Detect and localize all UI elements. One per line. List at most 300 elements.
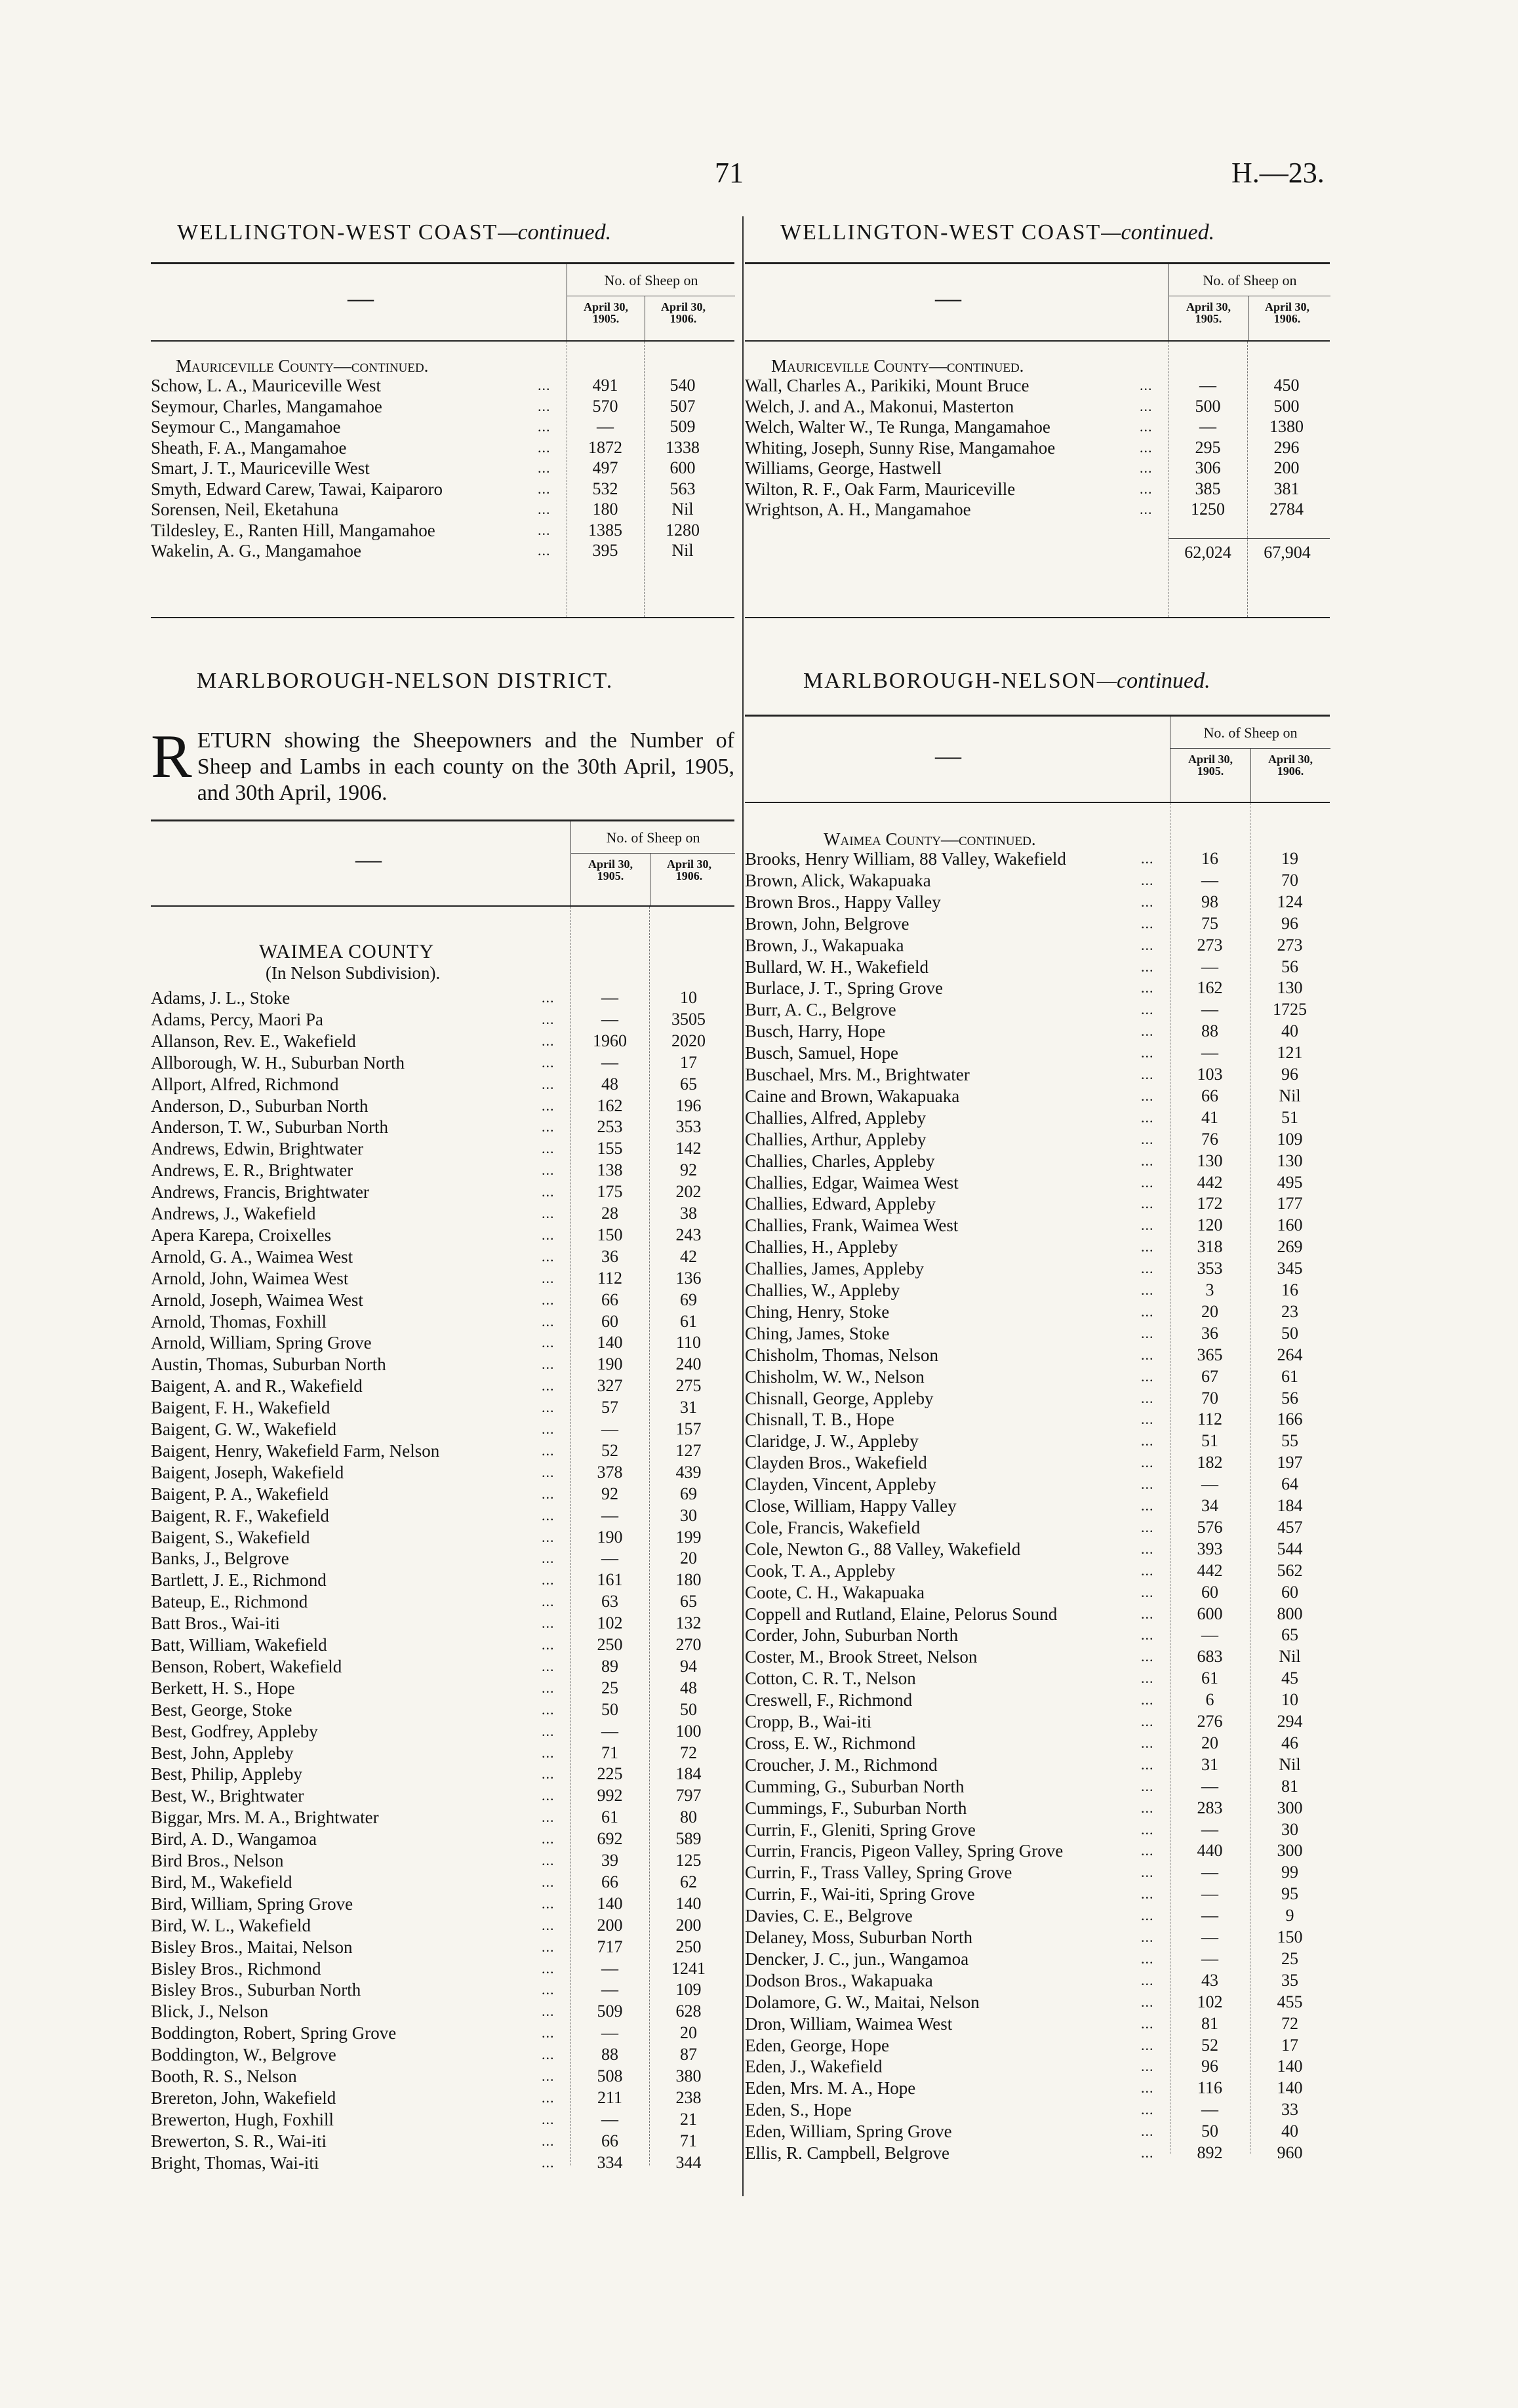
- sheep-1905: 200: [597, 1915, 623, 1935]
- leader-dots: ...: [1141, 1389, 1154, 1406]
- table-row: [745, 1777, 1330, 1796]
- header-group: [1168, 264, 1330, 340]
- leader-dots: ...: [542, 1722, 555, 1739]
- leader-dots: ...: [1141, 2036, 1154, 2053]
- sheep-1905: 89: [601, 1656, 618, 1676]
- sheep-1906: 136: [675, 1268, 702, 1288]
- table-row: [151, 417, 734, 437]
- table-row: [745, 1668, 1330, 1688]
- sheep-1905: 52: [601, 1440, 618, 1460]
- sheep-1906: 600: [669, 458, 696, 477]
- sheep-1905: 276: [1197, 1712, 1223, 1731]
- owner-name: Cole, Francis, Wakefield: [745, 1517, 921, 1537]
- table-row: [151, 376, 734, 395]
- sheep-1906: 160: [1277, 1215, 1303, 1235]
- table-header: [151, 819, 734, 907]
- owner-name: Cotton, C. R. T., Nelson: [745, 1668, 916, 1689]
- table-row: [151, 2088, 734, 2108]
- leader-dots: ...: [542, 1377, 555, 1394]
- leader-dots: ...: [1141, 1670, 1154, 1687]
- owner-name: Creswell, F., Richmond: [745, 1690, 913, 1710]
- sheep-1905: 50: [601, 1699, 618, 1719]
- table-row: [151, 1441, 734, 1461]
- sheep-1905: 440: [1197, 1841, 1223, 1861]
- header-dash: —: [935, 741, 961, 770]
- leader-dots: ...: [538, 377, 551, 393]
- sheep-1905: —: [601, 1958, 618, 1978]
- table-row: [151, 1764, 734, 1784]
- leader-dots: ...: [1141, 893, 1154, 910]
- sheep-1906: 94: [680, 1656, 697, 1676]
- table-row: [745, 1841, 1330, 1861]
- owner-name: Austin, Thomas, Suburban North: [151, 1354, 386, 1375]
- sheep-1906: 69: [680, 1484, 697, 1503]
- owner-name: Allanson, Rev. E., Wakefield: [151, 1031, 356, 1051]
- sheep-1905: 39: [601, 1851, 618, 1870]
- bottom-right-table: [745, 715, 1330, 2163]
- sheep-1906: 353: [675, 1117, 702, 1137]
- table-row: [745, 2057, 1330, 2076]
- sheep-1906: 1725: [1273, 1000, 1307, 1019]
- bottom-left-title: MARLBOROUGH-NELSON DISTRICT.: [197, 669, 614, 693]
- table-row: [151, 1937, 734, 1957]
- sheep-1906: 562: [1277, 1560, 1303, 1580]
- table-row: [745, 1474, 1330, 1494]
- sheep-1905: 509: [597, 2002, 623, 2021]
- leader-dots: ...: [542, 1744, 555, 1761]
- owner-name: Apera Karepa, Croixelles: [151, 1225, 332, 1245]
- sheep-1905: 92: [601, 1484, 618, 1503]
- sheep-1905: 70: [1201, 1388, 1218, 1408]
- leader-dots: ...: [542, 1593, 555, 1610]
- sheep-1905: —: [601, 1052, 618, 1072]
- owner-name: Delaney, Moss, Suburban North: [745, 1927, 972, 1947]
- owner-name: Blick, J., Nelson: [151, 2002, 269, 2022]
- leader-dots: ...: [1141, 1518, 1154, 1535]
- sheep-1905: 52: [1201, 2035, 1218, 2055]
- sheep-1905: 51: [1201, 1431, 1218, 1451]
- sheep-1906: 273: [1277, 935, 1303, 955]
- owner-name: Chisholm, Thomas, Nelson: [745, 1345, 939, 1365]
- sheep-1905: 81: [1201, 2013, 1218, 2033]
- leader-dots: ...: [1141, 1217, 1154, 1234]
- sheep-1905: 1960: [593, 1031, 627, 1050]
- leader-dots: ...: [538, 397, 551, 414]
- leader-dots: ...: [542, 1852, 555, 1868]
- sheep-1905: —: [1201, 1000, 1218, 1019]
- owner-name: Bird, M., Wakefield: [151, 1872, 292, 1892]
- table-row: [745, 892, 1330, 912]
- sheep-1905: 63: [601, 1592, 618, 1611]
- owner-name: Anderson, D., Suburban North: [151, 1095, 369, 1116]
- sheep-1905: 250: [597, 1635, 623, 1654]
- leader-dots: ...: [1141, 1842, 1154, 1859]
- owner-name: Caine and Brown, Wakapuaka: [745, 1086, 960, 1106]
- leader-dots: ...: [1141, 1627, 1154, 1644]
- owner-name: Baigent, Joseph, Wakefield: [151, 1462, 344, 1482]
- leader-dots: ...: [1140, 377, 1153, 393]
- sheep-1905: 1250: [1191, 500, 1225, 519]
- leader-dots: ...: [1141, 1152, 1154, 1169]
- sheep-1905: 60: [601, 1311, 618, 1331]
- leader-dots: ...: [542, 1960, 555, 1977]
- owner-name: Brewerton, Hugh, Foxhill: [151, 2109, 334, 2129]
- table-row: [745, 1043, 1330, 1063]
- table-row: [745, 1086, 1330, 1106]
- sheep-1906: 1280: [666, 520, 700, 540]
- sheep-1905: 162: [597, 1095, 623, 1115]
- owner-name: Best, Godfrey, Appleby: [151, 1721, 318, 1741]
- sheep-1906: 439: [675, 1462, 702, 1482]
- leader-dots: ...: [542, 1140, 555, 1157]
- owner-name: Chisholm, W. W., Nelson: [745, 1366, 925, 1387]
- owner-name: Biggar, Mrs. M. A., Brightwater: [151, 1807, 379, 1828]
- table-row: [745, 1431, 1330, 1451]
- table-row: [151, 541, 734, 561]
- sheep-1906: 61: [680, 1311, 697, 1331]
- sheep-1906: 33: [1281, 2100, 1298, 2120]
- sheep-1905: —: [1201, 1906, 1218, 1925]
- group-label: No. of Sheep on: [1203, 272, 1297, 288]
- leader-dots: ...: [542, 1421, 555, 1437]
- leader-dots: ...: [542, 2154, 555, 2171]
- owner-name: Wakelin, A. G., Mangamahoe: [151, 541, 361, 561]
- owner-name: Baigent, A. and R., Wakefield: [151, 1376, 363, 1396]
- leader-dots: ...: [542, 1291, 555, 1308]
- sheep-1906: 81: [1281, 1776, 1298, 1796]
- leader-dots: ...: [1141, 2015, 1154, 2032]
- table-row: [745, 1733, 1330, 1753]
- sheep-1906: 109: [1277, 1129, 1303, 1149]
- owner-name: Bird, William, Spring Grove: [151, 1893, 353, 1914]
- sheep-1905: —: [597, 417, 614, 436]
- sheep-1905: 1872: [588, 437, 622, 457]
- owner-name: Brown, John, Belgrove: [745, 913, 909, 934]
- leader-dots: ...: [542, 2003, 555, 2020]
- table-row: [745, 2014, 1330, 2034]
- sheep-1906: 30: [680, 1505, 697, 1525]
- leader-dots: ...: [542, 1916, 555, 1933]
- owner-name: Challies, Edgar, Waimea West: [745, 1172, 959, 1193]
- sheep-1906: 99: [1281, 1863, 1298, 1882]
- sheep-1906: Nil: [1279, 1086, 1301, 1105]
- leader-dots: ...: [1141, 1993, 1154, 2010]
- table-row: [151, 521, 734, 540]
- sheep-1906: 45: [1281, 1668, 1298, 1688]
- owner-name: Arnold, John, Waimea West: [151, 1268, 349, 1288]
- leader-dots: ...: [1141, 1691, 1154, 1708]
- table-row: [745, 1863, 1330, 1882]
- document-reference: H.—23.: [1231, 157, 1325, 189]
- sheep-1906: 142: [675, 1139, 702, 1158]
- owner-name: Chisnall, T. B., Hope: [745, 1410, 894, 1430]
- sheep-1906: 55: [1281, 1431, 1298, 1451]
- owner-name: Busch, Harry, Hope: [745, 1021, 886, 1042]
- table-row: [151, 1592, 734, 1611]
- table-row: [745, 438, 1330, 458]
- owner-name: Baigent, R. F., Wakefield: [151, 1505, 329, 1526]
- leader-dots: ...: [542, 1162, 555, 1179]
- table-row: [151, 2153, 734, 2173]
- owner-name: Wall, Charles A., Parikiki, Mount Bruce: [745, 376, 1029, 395]
- col-header-1905: April 30, 1905.: [1188, 753, 1233, 778]
- table-row: [745, 1259, 1330, 1278]
- sheep-1905: 31: [1201, 1754, 1218, 1774]
- table-row: [151, 397, 734, 416]
- total-1906: 67,904: [1264, 543, 1311, 562]
- sheep-1905: 50: [1201, 2122, 1218, 2141]
- table-row: [745, 1065, 1330, 1084]
- leader-dots: ...: [542, 1032, 555, 1049]
- table-row: [745, 1410, 1330, 1429]
- sheep-1905: 98: [1201, 892, 1218, 911]
- leader-dots: ...: [542, 1766, 555, 1783]
- table-row: [745, 1345, 1330, 1365]
- owner-name: Baigent, P. A., Wakefield: [151, 1484, 329, 1504]
- sheep-1905: 140: [597, 1893, 623, 1913]
- sheep-1906: 184: [1277, 1496, 1303, 1515]
- owner-name: Berkett, H. S., Hope: [151, 1678, 295, 1698]
- leader-dots: ...: [1140, 501, 1153, 517]
- table-row: [745, 1712, 1330, 1731]
- col-header-1905: April 30, 1905.: [588, 858, 633, 882]
- table-row: [745, 1755, 1330, 1775]
- leader-dots: ...: [1141, 1411, 1154, 1428]
- owner-name: Allport, Alfred, Richmond: [151, 1074, 339, 1094]
- sheep-1905: 161: [597, 1570, 623, 1590]
- leader-dots: ...: [1141, 1023, 1154, 1040]
- sheep-1905: 20: [1201, 1733, 1218, 1752]
- bottom-right-title: MARLBOROUGH-NELSON—continued.: [803, 669, 1210, 693]
- sheep-1906: 71: [680, 2131, 697, 2150]
- header-group: [570, 821, 735, 905]
- table-row: [745, 1561, 1330, 1581]
- header-dash: —: [348, 283, 374, 313]
- owner-name: Challies, Edward, Appleby: [745, 1194, 936, 1214]
- sheep-1906: 124: [1277, 892, 1303, 911]
- sheep-1906: 1241: [671, 1958, 706, 1978]
- table-body: [151, 342, 734, 618]
- sheep-1905: 66: [1201, 1086, 1218, 1105]
- col-header-1906: April 30, 1906.: [666, 858, 711, 882]
- sheep-1905: —: [1201, 2100, 1218, 2120]
- sheep-1906: 110: [675, 1333, 702, 1352]
- table-row: [745, 1798, 1330, 1818]
- table-row: [151, 1807, 734, 1827]
- leader-dots: ...: [542, 1485, 555, 1502]
- leader-dots: ...: [1141, 1734, 1154, 1751]
- table-row: [151, 1354, 734, 1374]
- leader-dots: ...: [1141, 1864, 1154, 1881]
- leader-dots: ...: [1141, 2080, 1154, 2097]
- sheep-1906: 495: [1277, 1172, 1303, 1192]
- sheep-1905: 175: [597, 1182, 623, 1202]
- sheep-1906: 180: [675, 1570, 702, 1590]
- owner-name: Williams, George, Hastwell: [745, 458, 942, 478]
- owner-name: Brereton, John, Wakefield: [151, 2087, 336, 2108]
- table-row: [151, 2131, 734, 2151]
- sheep-1905: 442: [1197, 1172, 1223, 1192]
- leader-dots: ...: [1141, 2058, 1154, 2075]
- leader-dots: ...: [1141, 1324, 1154, 1341]
- sheep-1906: 500: [1273, 396, 1300, 416]
- owner-name: Booth, R. S., Nelson: [151, 2066, 297, 2086]
- sheep-1906: 457: [1277, 1517, 1303, 1537]
- sheep-1906: 125: [675, 1851, 702, 1870]
- owner-name: Smyth, Edward Carew, Tawai, Kaiparoro: [151, 479, 443, 499]
- top-right-table: [745, 262, 1330, 618]
- sheep-1905: —: [1201, 1927, 1218, 1946]
- sheep-1905: 102: [1197, 1992, 1223, 2011]
- top-left-title: WELLINGTON-WEST COAST—continued.: [177, 220, 612, 245]
- leader-dots: ...: [542, 1010, 555, 1027]
- sheep-1905: 306: [1195, 458, 1221, 477]
- leader-dots: ...: [1141, 1907, 1154, 1924]
- owner-name: Best, W., Brightwater: [151, 1786, 304, 1806]
- group-label: No. of Sheep on: [1203, 724, 1298, 741]
- table-row: [151, 1959, 734, 1979]
- leader-dots: ...: [538, 418, 551, 435]
- sheep-1906: 563: [669, 479, 696, 498]
- table-row: [151, 1139, 734, 1158]
- sheep-1905: 16: [1201, 849, 1218, 868]
- leader-dots: ...: [1141, 1821, 1154, 1838]
- owner-name: Arnold, Thomas, Foxhill: [151, 1311, 327, 1332]
- total-1905: 62,024: [1184, 543, 1231, 562]
- leader-dots: ...: [1141, 1260, 1154, 1277]
- sheep-1905: 61: [1201, 1668, 1218, 1688]
- sheep-1906: 40: [1281, 2122, 1298, 2141]
- table-row: [745, 978, 1330, 998]
- table-row: [745, 1647, 1330, 1667]
- owner-name: Cumming, G., Suburban North: [745, 1776, 965, 1796]
- sheep-1905: 497: [592, 458, 618, 477]
- column-divider: [742, 216, 744, 2196]
- owner-name: Challies, James, Appleby: [745, 1259, 924, 1279]
- sheep-1906: 589: [675, 1829, 702, 1849]
- sheep-1906: 450: [1273, 376, 1300, 395]
- sheep-1906: 300: [1277, 1798, 1303, 1817]
- table-row: [745, 2036, 1330, 2055]
- sheep-1906: 127: [675, 1440, 702, 1460]
- sheep-1906: 509: [669, 417, 696, 436]
- owner-name: Welch, Walter W., Te Runga, Mangamahoe: [745, 417, 1050, 437]
- sheep-1906: 199: [675, 1527, 702, 1547]
- owner-name: Adams, J. L., Stoke: [151, 988, 290, 1008]
- table-row: [745, 1173, 1330, 1193]
- leader-dots: ...: [542, 1226, 555, 1243]
- owner-name: Baigent, F. H., Wakefield: [151, 1398, 330, 1418]
- top-right-title: WELLINGTON-WEST COAST—continued.: [780, 220, 1215, 245]
- sheep-1906: 56: [1281, 957, 1298, 976]
- sheep-1906: 80: [680, 1807, 697, 1827]
- leader-dots: ...: [542, 2089, 555, 2106]
- county-subheading: (In Nelson Subdivision).: [266, 963, 441, 983]
- sheep-1906: Nil: [1279, 1647, 1301, 1667]
- leader-dots: ...: [542, 1269, 555, 1286]
- table-row: [745, 1280, 1330, 1300]
- sheep-1906: 20: [680, 1549, 697, 1568]
- leader-dots: ...: [542, 2024, 555, 2042]
- leader-dots: ...: [542, 1399, 555, 1416]
- sheep-1906: 345: [1277, 1259, 1303, 1278]
- county-heading: WAIMEA COUNTY: [259, 941, 435, 962]
- owner-name: Eden, Mrs. M. A., Hope: [745, 2078, 916, 2099]
- sheep-1906: 140: [675, 1893, 702, 1913]
- table-row: [151, 1570, 734, 1590]
- sheep-1906: 72: [680, 1743, 697, 1762]
- owner-name: Schow, L. A., Mauriceville West: [151, 376, 382, 395]
- sheep-1906: 25: [1281, 1948, 1298, 1968]
- owner-name: Bateup, E., Richmond: [151, 1592, 308, 1612]
- sheep-1906: 184: [675, 1764, 702, 1784]
- owner-name: Sorensen, Neil, Eketahuna: [151, 500, 339, 519]
- owner-name: Allborough, W. H., Suburban North: [151, 1052, 405, 1073]
- leader-dots: ...: [1141, 1087, 1154, 1104]
- leader-dots: ...: [542, 1830, 555, 1847]
- top-left-table: [151, 262, 734, 618]
- sheep-1905: 76: [1201, 1129, 1218, 1149]
- owner-name: Burlace, J. T., Spring Grove: [745, 978, 943, 998]
- table-row: [151, 1829, 734, 1849]
- sheep-1906: Nil: [671, 500, 694, 519]
- leader-dots: ...: [542, 1571, 555, 1589]
- sheep-1906: 21: [680, 2109, 697, 2129]
- table-header: [151, 262, 734, 342]
- sheep-1906: 100: [675, 1721, 702, 1741]
- owner-name: Croucher, J. M., Richmond: [745, 1754, 938, 1775]
- leader-dots: ...: [542, 1550, 555, 1567]
- leader-dots: ...: [542, 1313, 555, 1330]
- sheep-1906: 48: [680, 1678, 697, 1697]
- sheep-1905: —: [1201, 1884, 1218, 1904]
- owner-name: Brown Bros., Happy Valley: [745, 892, 941, 912]
- owner-name: Cummings, F., Suburban North: [745, 1798, 967, 1818]
- sheep-1906: 130: [1277, 978, 1303, 998]
- sheep-1905: 103: [1197, 1065, 1223, 1084]
- sheep-1906: 35: [1281, 1970, 1298, 1990]
- sheep-1906: 109: [675, 1980, 702, 2000]
- owner-name: Dolamore, G. W., Maitai, Nelson: [745, 1992, 980, 2012]
- sheep-1906: 200: [675, 1915, 702, 1935]
- sheep-1905: —: [1201, 1474, 1218, 1494]
- leader-dots: ...: [542, 1356, 555, 1373]
- owner-name: Cook, T. A., Appleby: [745, 1560, 896, 1581]
- table-row: [151, 1160, 734, 1180]
- sheep-1905: 190: [597, 1354, 623, 1374]
- leader-dots: ...: [1141, 1432, 1154, 1450]
- leader-dots: ...: [1140, 460, 1153, 476]
- sheep-1906: 23: [1281, 1301, 1298, 1321]
- col-header-1906: April 30, 1906.: [660, 300, 706, 325]
- leader-dots: ...: [1141, 1605, 1154, 1622]
- leader-dots: ...: [1141, 1195, 1154, 1212]
- sheep-1906: 65: [680, 1074, 697, 1094]
- owner-name: Wilton, R. F., Oak Farm, Mauriceville: [745, 479, 1016, 499]
- sheep-1905: —: [601, 1505, 618, 1525]
- owner-name: Currin, F., Trass Valley, Spring Grove: [745, 1863, 1012, 1883]
- header-group: [567, 264, 735, 340]
- table-row: [151, 1506, 734, 1526]
- owner-name: Challies, Alfred, Appleby: [745, 1107, 926, 1128]
- owner-name: Brown, Alick, Wakapuaka: [745, 870, 931, 890]
- sheep-1906: 96: [1281, 913, 1298, 933]
- table-row: [151, 1419, 734, 1439]
- sheep-1906: 96: [1281, 1065, 1298, 1084]
- leader-dots: ...: [1141, 979, 1154, 997]
- table-row: [745, 2143, 1330, 2163]
- owner-name: Andrews, E. R., Brightwater: [151, 1160, 353, 1181]
